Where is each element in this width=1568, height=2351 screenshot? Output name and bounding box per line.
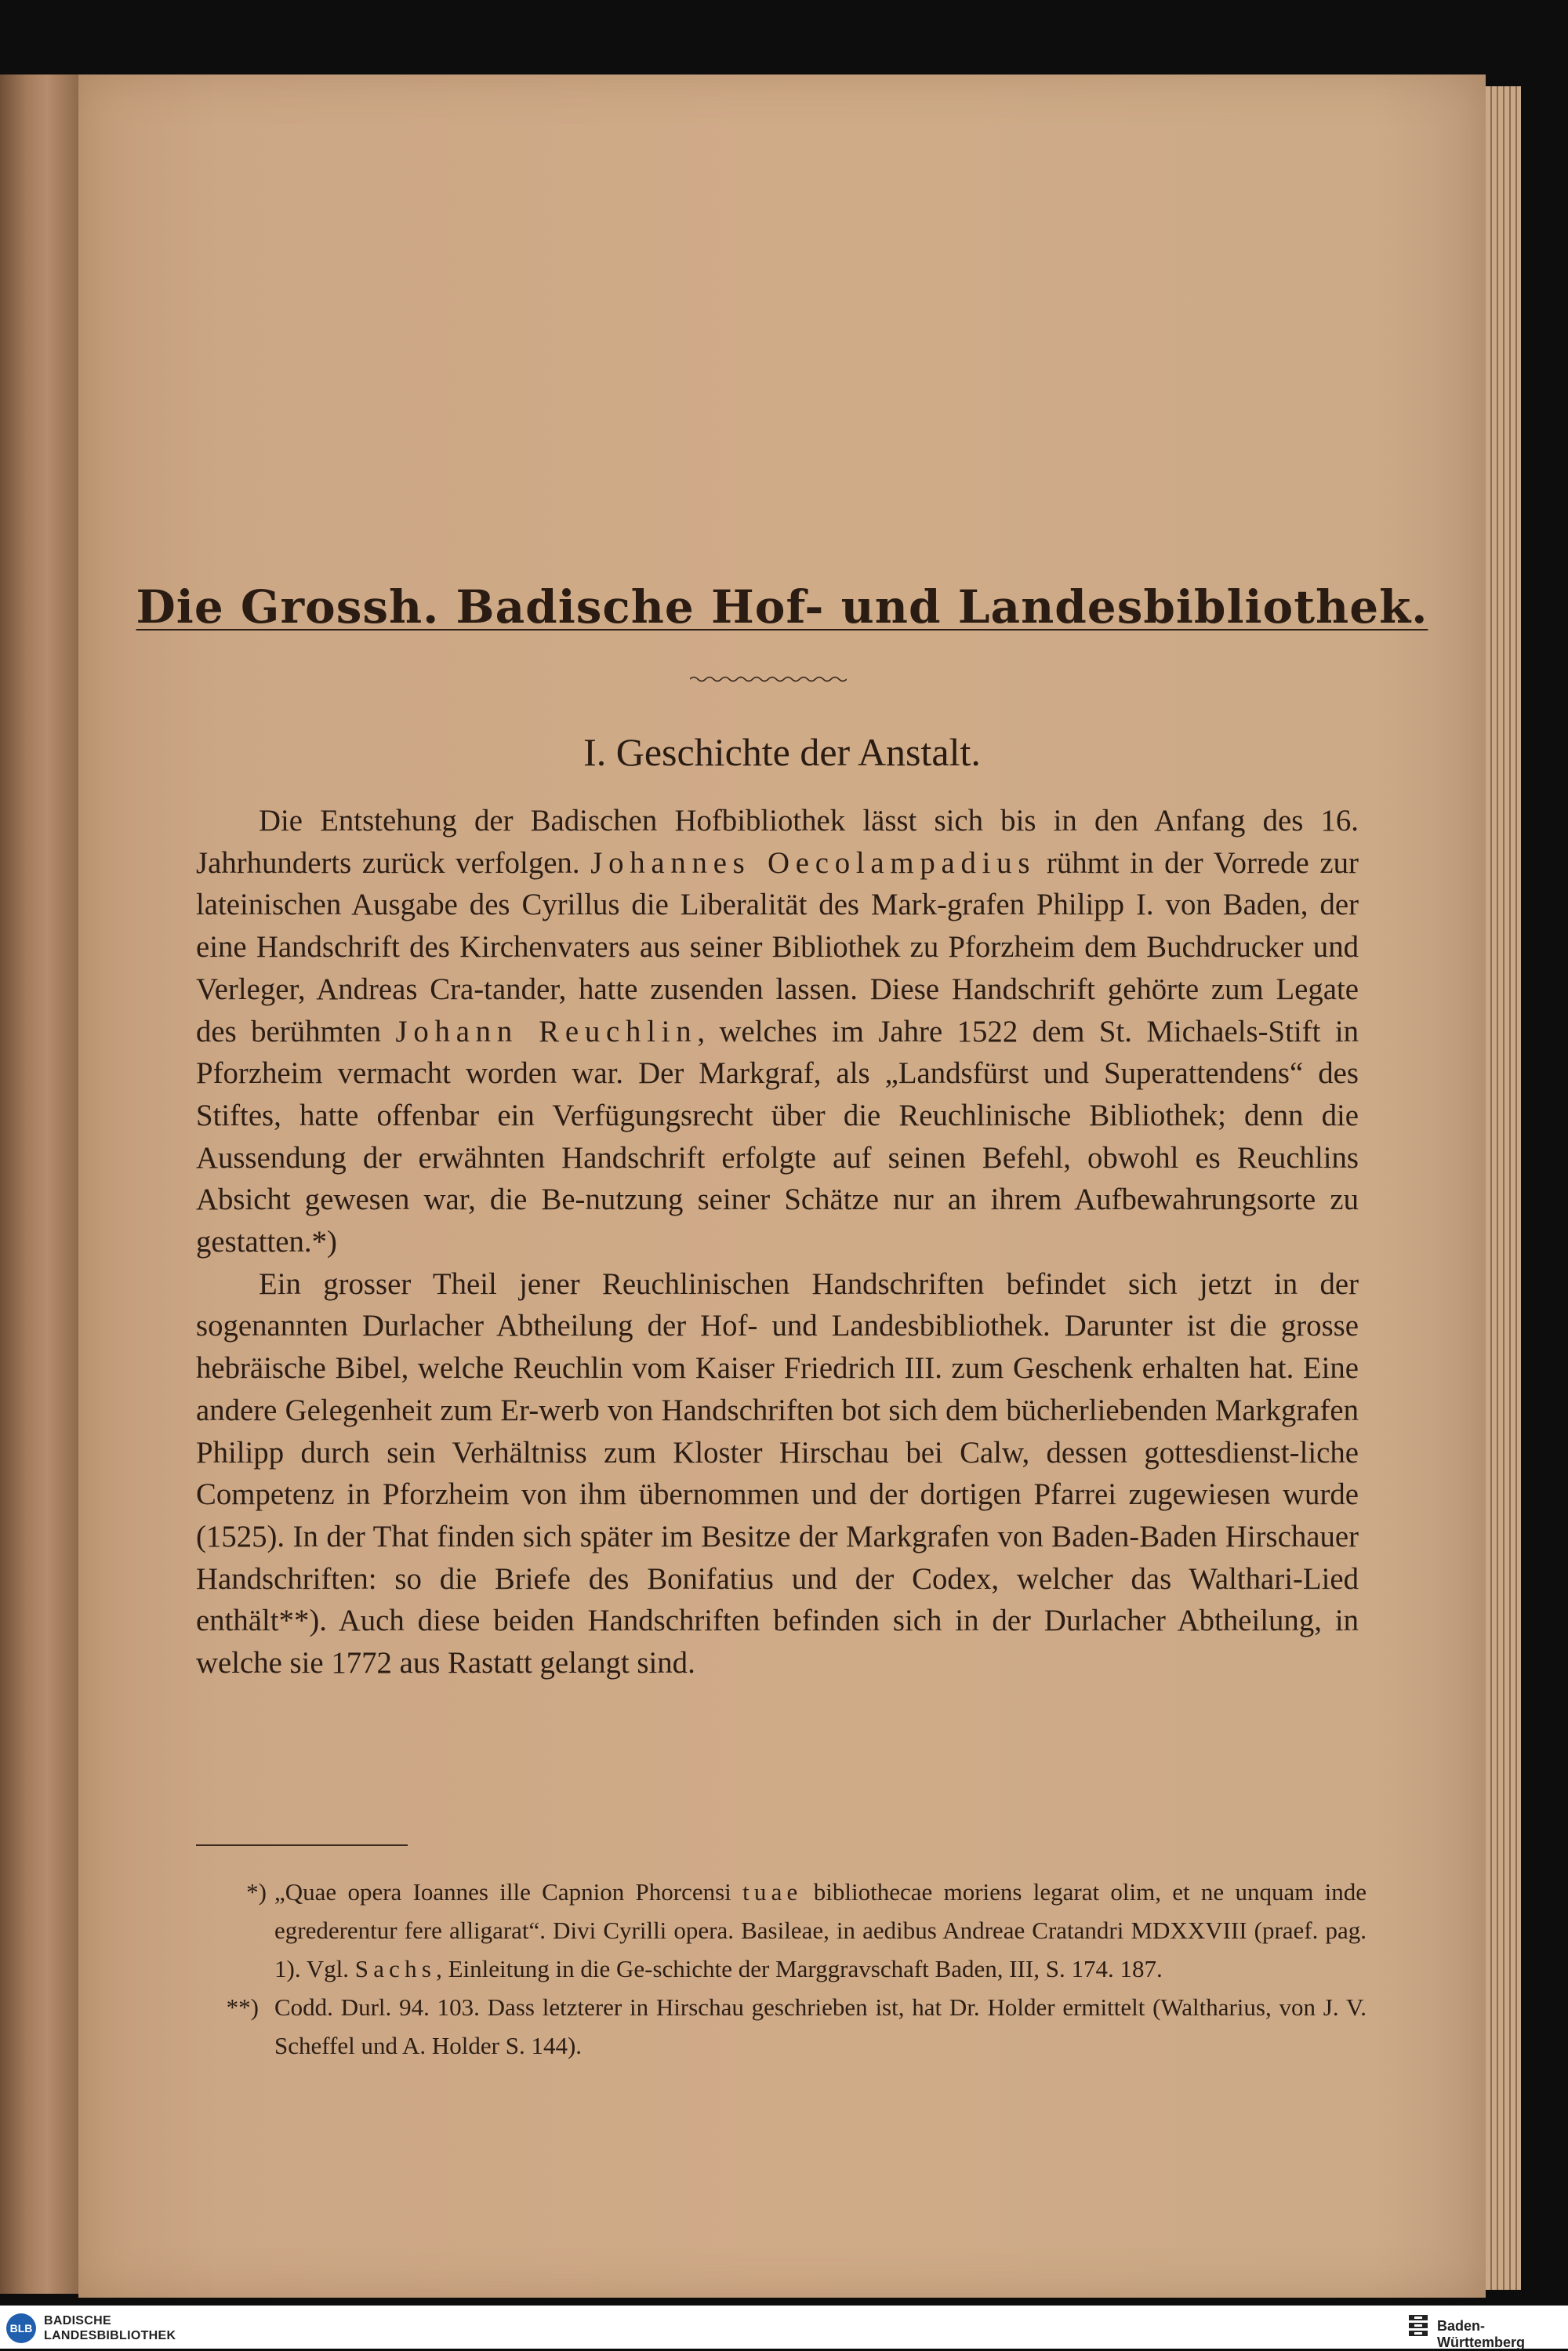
paragraph-1 <box>196 800 1359 1263</box>
footnote-2-text: Codd. Durl. 94. 103. Dass letzterer in Hirschau geschrieben ist, hat Dr. Holder ermittelt (Waltharius, von J. V. Scheffel und A. Holder S. 144). <box>274 1993 1367 2059</box>
blb-name[interactable] <box>44 2313 176 2343</box>
paragraph-1-part-b: rühmt in der Vorrede zur lateinischen Ausgabe des Cyrillus die Liberalität des Mark-grafen Philipp I. von Baden, der eine Handschrift des Kirchenvaters aus seiner Bibliothek zu Pforzheim dem Buchdrucker und Verleger, Andreas Cra-tander, hatte zusenden lassen. Diese Handschrift gehörte zum Legate des berühmten <box>196 845 1359 1048</box>
baden-wuerttemberg-lions-icon[interactable] <box>1407 2313 1429 2342</box>
name-reuchlin: Johann Reuchlin <box>395 1014 698 1048</box>
footnote-1-spaced-tuae: tuae <box>742 1878 803 1906</box>
footnote-1-text-c: , Einleitung in die Ge-schichte der Marggravschaft Baden, III, S. 174. 187. <box>436 1955 1163 1982</box>
book-spine <box>0 74 81 2294</box>
footnote-1-marker: *) <box>246 1878 267 1906</box>
footnote-1 <box>196 1873 1367 1988</box>
wavy-ornament-icon <box>690 673 847 685</box>
footnotes <box>196 1873 1367 2065</box>
page-title: Die Grossh. Badische Hof- und Landesbibliothek. <box>136 580 1428 634</box>
footnote-divider <box>196 1844 408 1846</box>
footnote-2 <box>196 1988 1367 2065</box>
paragraph-1-part-a: Die Entstehung der Badischen Hofbibliothek lässt sich bis in den Anfang des 16. Jahrhunderts zurück verfolgen. <box>196 804 1359 880</box>
baden-wuerttemberg-name[interactable]: Baden-Württemberg <box>1437 2318 1525 2350</box>
paragraph-1-part-c: , welches im Jahre 1522 dem St. Michaels-Stift in Pforzheim vermacht worden war. Der Markgraf, als „Landsfürst und Superattendens“ des Stiftes, hatte offenbar ein Verfügungsrecht über die Reuchlinische Bibliothek; denn die Aussendung der erwähnten Handschrift erfolgte auf seinen Befehl, obwohl es Reuchlins Absicht gewesen war, die Be-nutzung seiner Schätze nur an ihrem Aufbewahrungsorte zu gestatten.*) <box>196 1014 1359 1259</box>
page-edges <box>1486 86 1521 2290</box>
section-heading: I. Geschichte der Anstalt. <box>583 730 981 774</box>
footnote-2-marker: **) <box>226 1993 259 2021</box>
footnote-1-spaced-sachs: Sachs <box>354 1955 437 1982</box>
footnote-1-text-a: „Quae opera Ioannes ille Capnion Phorcensi <box>274 1878 743 1906</box>
body-text <box>196 800 1359 1684</box>
blb-name-line-2: LANDESBIBLIOTHEK <box>44 2329 176 2342</box>
paragraph-2: Ein grosser Theil jener Reuchlinischen Handschriften befindet sich jetzt in der sogenannten Durlacher Abtheilung der Hof- und Landesbibliothek. Darunter ist die grosse hebräische Bibel, welche Reuchlin vom Kaiser Friedrich III. zum Geschenk erhalten hat. Eine andere Gelegenheit zum Er-werb von Handschriften bot sich dem bücherliebenden Markgrafen Philipp durch sein Verhältniss zum Kloster Hirschau bei Calw, dessen gottesdienst-liche Competenz in Pforzheim von ihm übernommen und der dortigen Pfarrei zugewiesen wurde (1525). In der That finden sich später im Besitze der Markgrafen von Baden-Baden Hirschauer Handschriften: so die Briefe des Bonifatius und der Codex, welcher das Walthari-Lied enthält**). Auch diese beiden Handschriften befinden sich in der Durlacher Abtheilung, in welche sie 1772 aus Rastatt gelangt sind. <box>196 1266 1359 1681</box>
blb-logo-icon[interactable]: BLB <box>6 2313 36 2343</box>
name-oecolampadius: Johannes Oecolampadius <box>590 845 1036 880</box>
footnote-1-text-b: bibliothecae moriens legarat olim, et ne unquam inde egrederentur fere alligarat“. Divi Cyrilli opera. Basileae, in aedibus Andreae Cratandri MDXXVIII (praef. pag. 1). Vgl. <box>274 1878 1367 1982</box>
blb-name-line-1: BADISCHE <box>44 2314 111 2327</box>
footer-bar <box>0 2306 1568 2349</box>
